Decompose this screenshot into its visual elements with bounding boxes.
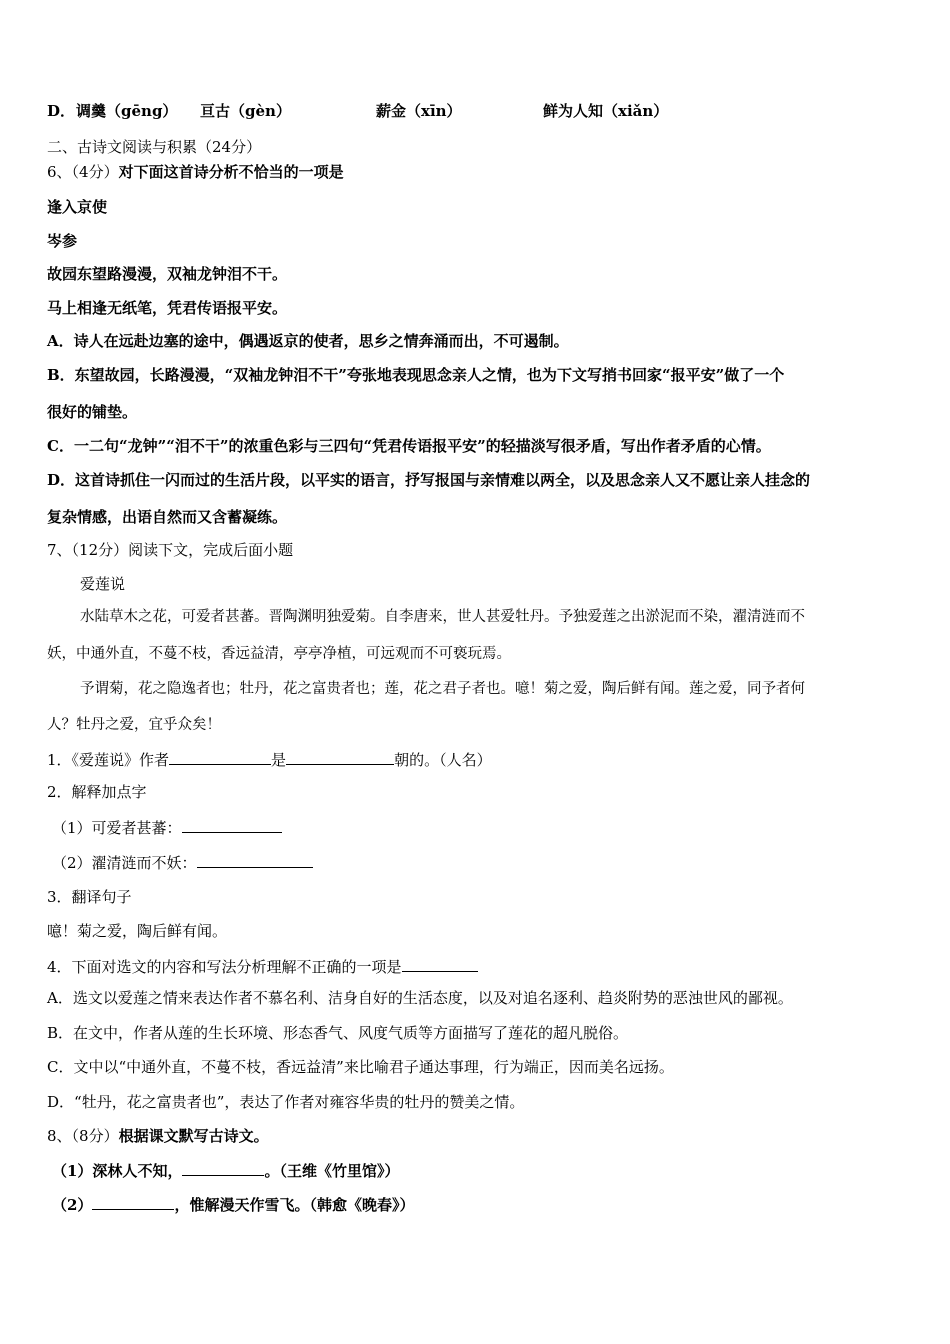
q7-sub1-text-a: 1．《爱莲说》作者 [47,751,170,769]
q8-item-2-text-a: （2） [52,1196,93,1214]
q8-item-2 [52,1193,414,1215]
prev-option-d-item-2: 亘古（gèn） [200,102,291,120]
q6-poem-line-1: 故园东望路漫漫，双袖龙钟泪不干。 [47,265,288,283]
q7-sub2-item-1-text: （1）可爱者甚蕃： [52,819,182,837]
q7-sub4-text: 4．下面对选文的内容和写法分析理解不正确的一项是 [47,958,402,976]
q7-sub1-text-b: 是 [271,751,287,769]
q7-sub4-option-d: D．“牡丹，花之富贵者也”，表达了作者对雍容华贵的牡丹的赞美之情。 [47,1093,525,1111]
q6-option-d-line-2: 复杂情感，出语自然而又含蓄凝练。 [47,508,288,526]
q8-item-1 [52,1159,399,1181]
q8-item-1-text-a: （1）深林人不知， [52,1162,183,1180]
q7-sub4 [47,955,478,977]
q7-sub1 [47,748,492,770]
q6-poem-author: 岑参 [47,232,78,250]
q8-stem-prefix: 8、（8分） [47,1127,119,1145]
q7-sub3: 3．翻译句子 [47,888,132,906]
q6-option-c: C．一二句“龙钟”“泪不干”的浓重色彩与三四句“凭君传语报平安”的轻描淡写很矛盾，写出作者矛盾的心情。 [47,437,771,455]
q6-option-b-line-1: B．东望故园，长路漫漫，“双袖龙钟泪不干”夸张地表现思念亲人之情，也为下文写捎书回家“报平安”做了一个 [47,366,785,384]
q7-sub2-item-2-text: （2）濯清涟而不妖： [52,854,197,872]
q7-para2-line-1: 予谓菊，花之隐逸者也；牡丹，花之富贵者也；莲，花之君子者也。噫！菊之爱，陶后鲜有闻。莲之爱，同予者何 [80,681,805,697]
prev-option-d-label: D． [47,102,76,120]
q6-option-b-line-2: 很好的铺垫。 [47,403,138,421]
q7-sub4-option-c: C．文中以“中通外直，不蔓不枝，香远益清”来比喻君子通达事理，行为端正，因而美名远扬。 [47,1058,674,1076]
q7-sub3-sentence: 噫！菊之爱，陶后鲜有闻。 [47,922,228,940]
q7-sub2: 2．解释加点字 [47,783,147,801]
q7-para2-line-2: 人？牡丹之爱，宜乎众矣！ [47,717,221,733]
q8-item-2-text-b: ，惟解漫天作雪飞。（韩愈《晚春》） [174,1196,415,1214]
prev-option-d-item-3: 薪金（xīn） [376,102,462,120]
q6-poem-title: 逢入京使 [47,198,108,216]
q6-option-d-line-1: D．这首诗抓住一闪而过的生活片段，以平实的语言，抒写报国与亲情难以两全，以及思念亲人又不愿让亲人挂念的 [47,471,811,489]
q7-para1-line-2: 妖，中通外直，不蔓不枝，香远益清，亭亭净植，可远观而不可亵玩焉。 [47,646,511,662]
q7-sub2-item-2-blank[interactable] [197,851,313,868]
section-title: 二、古诗文阅读与积累（24分） [47,138,262,156]
prev-option-d-item-4: 鲜为人知（xiǎn） [543,102,669,120]
q7-sub1-blank-author[interactable] [169,748,271,765]
q7-text-title: 爱莲说 [80,575,126,593]
q6-stem [47,162,344,182]
q7-sub1-text-c: 朝的。（人名） [394,751,492,769]
q8-stem-text: 根据课文默写古诗文。 [118,1127,269,1145]
q8-item-1-text-b: 。（王维《竹里馆》） [264,1162,400,1180]
q6-poem-line-2: 马上相逢无纸笔，凭君传语报平安。 [47,299,288,317]
q7-para1-line-1: 水陆草木之花，可爱者甚蕃。晋陶渊明独爱菊。自李唐来，世人甚爱牡丹。予独爱莲之出淤泥而不染，濯清涟而不 [80,609,805,625]
q7-sub4-blank[interactable] [402,955,478,972]
q6-stem-text: 对下面这首诗分析不恰当的一项是 [118,163,344,181]
q8-stem [47,1126,269,1146]
q6-stem-prefix: 6、（4分） [47,163,119,181]
q8-item-1-blank[interactable] [182,1159,264,1176]
q7-sub2-item-1 [52,816,282,838]
q7-sub1-blank-dynasty[interactable] [286,748,394,765]
q7-sub2-item-2 [52,851,313,873]
q7-sub2-item-1-blank[interactable] [182,816,282,833]
q7-stem: 7、（12分）阅读下文，完成后面小题 [47,541,294,559]
q8-item-2-blank[interactable] [92,1193,174,1210]
prev-option-d-item-1: 调羹（gēng） [76,102,178,120]
q7-sub4-option-a: A．选文以爱莲之情来表达作者不慕名利、洁身自好的生活态度，以及对追名逐利、趋炎附势的恶浊世风的鄙视。 [47,989,793,1007]
q6-option-a: A．诗人在远赴边塞的途中，偶遇返京的使者，思乡之情奔涌而出，不可遏制。 [47,332,569,350]
q7-sub4-option-b: B．在文中，作者从莲的生长环境、形态香气、风度气质等方面描写了莲花的超凡脱俗。 [47,1024,629,1042]
